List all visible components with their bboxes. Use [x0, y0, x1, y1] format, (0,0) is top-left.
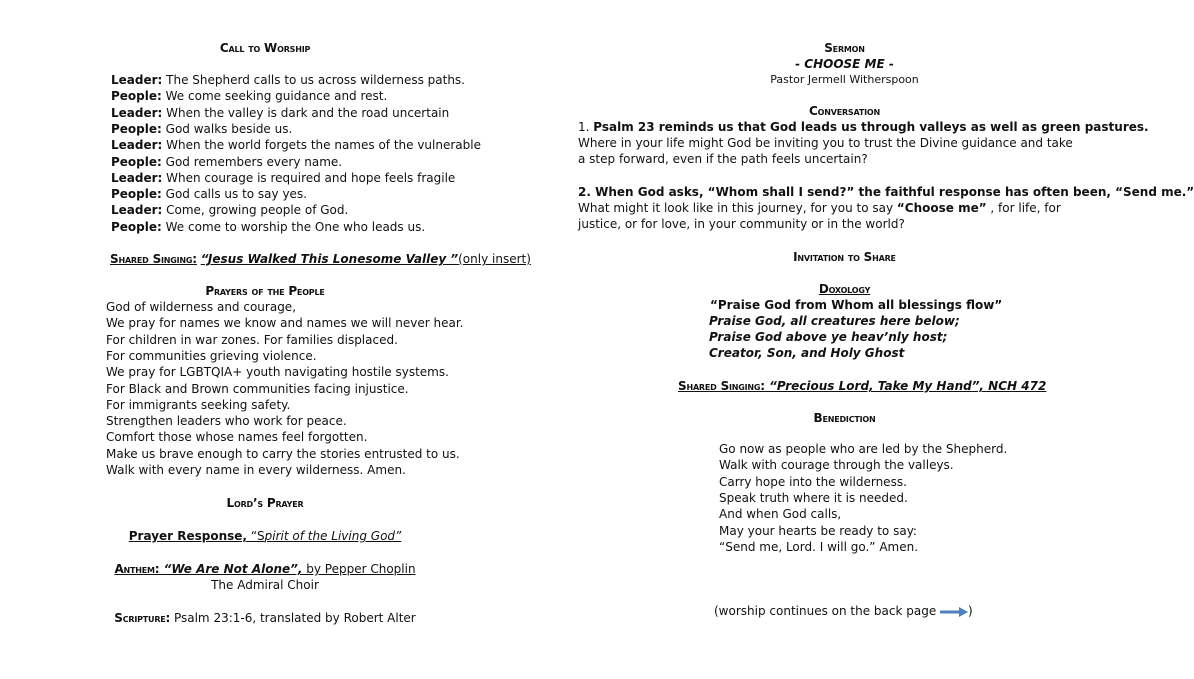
prayer-line: For children in war zones. For families displaced. — [106, 332, 398, 347]
litany-role: People: — [111, 121, 162, 136]
prayer-line: For immigrants seeking safety. — [106, 397, 291, 412]
litany-line — [111, 72, 465, 88]
litany-text: God remembers every name. — [161, 154, 343, 169]
question-2-body-bold: “Choose me” — [896, 201, 987, 215]
litany-text: God calls us to say yes. — [161, 187, 308, 202]
litany-text: We come to worship the One who leads us. — [161, 219, 426, 234]
shared-singing-label: Shared Singing: — [110, 252, 197, 266]
shared-singing-1 — [110, 251, 531, 267]
litany-role: Leader: — [111, 105, 163, 120]
prayer-line: For Black and Brown communities facing injustice. — [106, 381, 409, 396]
conversation-title: Conversation — [809, 104, 880, 118]
doxology-line-2: Praise God, all creatures here below; — [709, 314, 960, 328]
prayer-line: Walk with every name in every wilderness. Amen. — [106, 463, 406, 477]
continues-text: (worship continues on the back page — [714, 604, 941, 618]
shared-singing-note: (only insert) — [458, 252, 531, 266]
prayers-title: Prayers of the People — [205, 284, 325, 298]
litany-text: We come seeking guidance and rest. — [161, 89, 388, 104]
prayer-line: Strengthen leaders who work for peace. — [106, 414, 347, 429]
shared-singing-2-label: Shared Singing: — [678, 379, 765, 393]
prayer-response — [100, 528, 430, 544]
doxology-title: Doxology — [818, 282, 871, 296]
litany-line — [111, 202, 348, 218]
question-2-body-start: What might it look like in this journey, for you to say — [578, 201, 897, 215]
litany-role: Leader: — [111, 203, 163, 218]
question-1-number: 1. — [578, 120, 594, 134]
benediction-line: Carry hope into the wilderness. — [719, 474, 907, 489]
litany-role: People: — [111, 154, 162, 169]
litany-line — [111, 105, 449, 121]
lords-prayer-title: Lord’s Prayer — [226, 496, 304, 510]
litany-text: When courage is required and hope feels fragile — [162, 170, 456, 185]
benediction-line: Speak truth where it is needed. — [719, 490, 908, 505]
scripture-label: Scripture: — [114, 611, 171, 625]
anthem-title: “We Are Not Alone”, — [159, 562, 303, 576]
call-to-worship-title: Call to Worship — [219, 41, 311, 55]
continues-close: ) — [968, 604, 973, 618]
question-2-body — [578, 200, 1088, 232]
benediction-title: Benediction — [813, 411, 876, 425]
litany-text: God walks beside us. — [161, 121, 293, 136]
right-arrow-icon — [940, 607, 968, 617]
doxology-line-1: “Praise God from Whom all blessings flow” — [710, 298, 1003, 312]
litany-role: People: — [111, 219, 162, 234]
invitation-title: Invitation to Share — [793, 250, 896, 264]
litany-role: People: — [111, 187, 162, 202]
prayer-line: God of wilderness and courage, — [106, 300, 297, 314]
anthem-choir: The Admiral Choir — [211, 578, 319, 592]
question-2-body-end: , for life, for justice, or for love, in your community or in the world? — [578, 201, 1061, 231]
litany-role: People: — [111, 89, 162, 104]
question-1-heading — [578, 119, 1149, 135]
litany-role: Leader: — [111, 138, 163, 153]
benediction-line: May your hearts be ready to say: — [719, 523, 917, 538]
prayer-line: We pray for names we know and names we will never hear. — [106, 316, 464, 331]
litany-line — [111, 121, 292, 137]
benediction-line: “Send me, Lord. I will go.” Amen. — [719, 539, 919, 554]
benediction-line: And when God calls, — [719, 507, 842, 522]
continues-note — [714, 603, 973, 619]
litany-line — [111, 88, 387, 104]
litany-line — [111, 154, 342, 170]
question-1-body: Where in your life might God be inviting you to trust the Divine guidance and take a step forward, even if the path feels uncertain? — [578, 136, 1073, 166]
litany-text: The Shepherd calls to us across wilderness paths. — [162, 73, 465, 87]
prayer-line: Comfort those whose names feel forgotten. — [106, 430, 368, 445]
prayer-response-title: pirit of the Living God” — [264, 529, 402, 543]
sermon-subtitle: - CHOOSE ME - — [795, 57, 894, 71]
question-2-heading: 2. When God asks, “Whom shall I send?” the faithful response has often been, “Send me.” — [578, 185, 1194, 199]
prayer-response-label: Prayer Response, — [128, 529, 247, 543]
shared-singing-2-title: “Precious Lord, Take My Hand”, NCH 472 — [764, 379, 1047, 393]
anthem — [100, 561, 430, 577]
scripture — [100, 610, 430, 626]
prayer-line: Make us brave enough to carry the stories entrusted to us. — [106, 446, 460, 461]
doxology-line-3: Praise God above ye heav’nly host; — [709, 330, 948, 344]
anthem-label: Anthem: — [114, 562, 160, 576]
anthem-composer: by Pepper Choplin — [302, 562, 416, 576]
litany-role: Leader: — [111, 170, 163, 185]
litany-role: Leader: — [111, 73, 163, 87]
litany-line — [111, 137, 481, 153]
doxology-line-4: Creator, Son, and Holy Ghost — [709, 346, 905, 360]
shared-singing-title: “Jesus Walked This Lonesome Valley ” — [200, 252, 459, 266]
litany-line — [111, 186, 307, 202]
benediction-line: Walk with courage through the valleys. — [719, 458, 954, 473]
prayer-line: We pray for LGBTQIA+ youth navigating hostile systems. — [106, 365, 449, 380]
prayer-response-quote-open: “S — [247, 529, 265, 543]
shared-singing-2 — [678, 378, 1046, 394]
litany-line — [111, 170, 455, 186]
sermon-pastor: Pastor Jermell Witherspoon — [770, 73, 919, 86]
litany-text: Come, growing people of God. — [162, 203, 349, 218]
litany-text: When the world forgets the names of the vulnerable — [162, 138, 481, 153]
benediction-line: Go now as people who are led by the Shepherd. — [719, 442, 1008, 456]
question-1-bold: Psalm 23 reminds us that God leads us through valleys as well as green pastures. — [593, 120, 1149, 134]
scripture-text: Psalm 23:1-6, translated by Robert Alter — [170, 611, 416, 625]
sermon-title: Sermon — [824, 41, 865, 55]
prayer-line: For communities grieving violence. — [106, 348, 317, 363]
litany-line — [111, 219, 425, 235]
litany-text: When the valley is dark and the road uncertain — [162, 105, 450, 120]
